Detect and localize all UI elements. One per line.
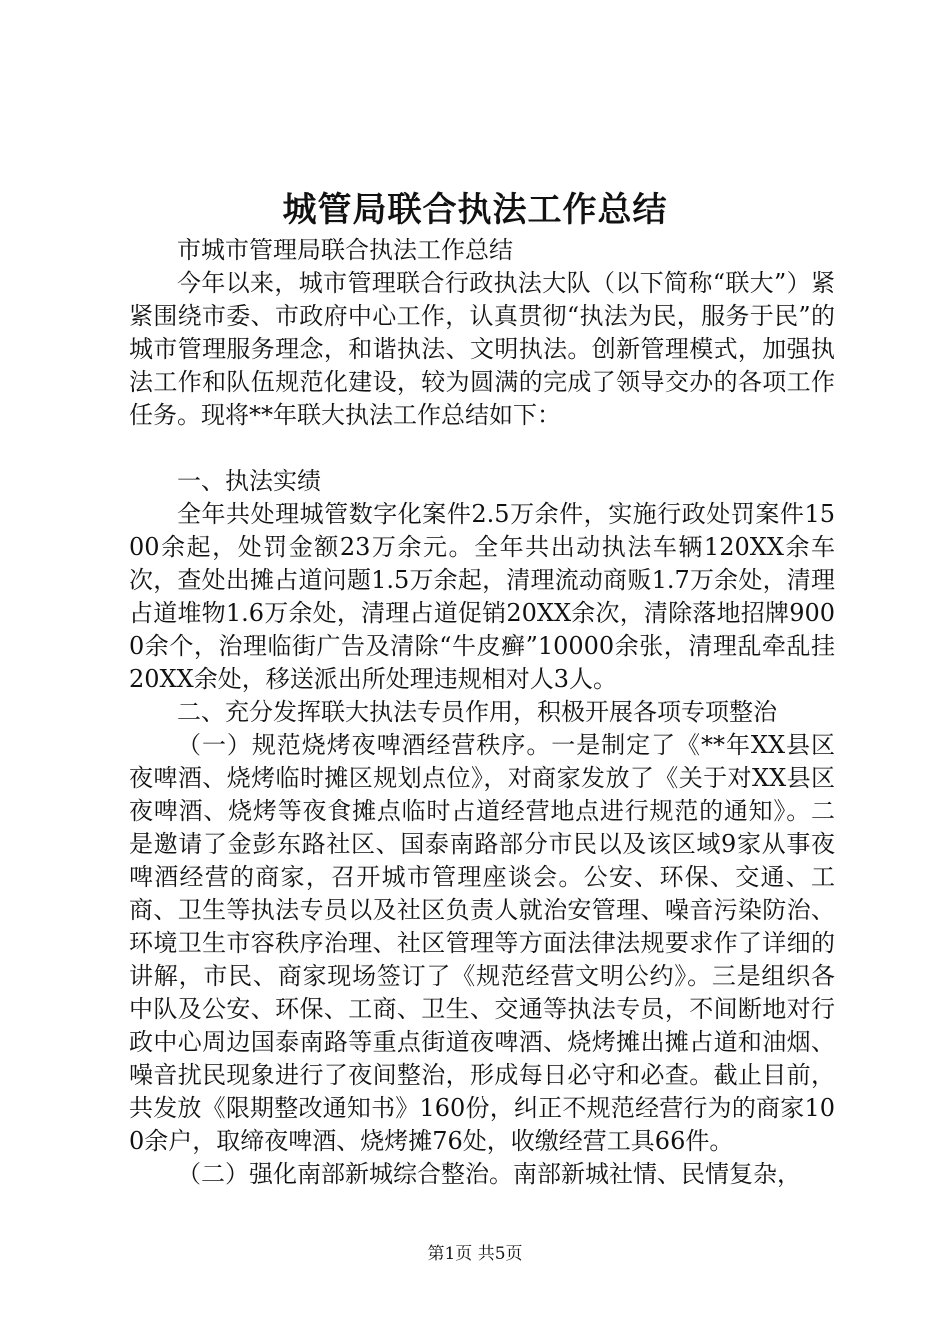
page-footer: 第1页 共5页 <box>427 1244 523 1264</box>
document-title: 城管局联合执法工作总结 <box>282 190 668 230</box>
paragraph-intro: 今年以来，城市管理联合行政执法大队（以下简称“联大”）紧紧围绕市委、市政府中心工作，认真贯彻“执法为民，服务于民”的城市管理服务理念，和谐执法、文明执法。创新管理模式，加强执法工作和队伍规范化建设，较为圆满的完成了领导交办的各项工作任务。现将**年联大执法工作总结如下： <box>129 269 835 429</box>
paragraph-subtitle: 市城市管理局联合执法工作总结 <box>177 236 513 264</box>
document-body <box>129 234 835 1191</box>
paragraph-south-district: （二）强化南部新城综合整治。南部新城社情、民情复杂， <box>177 1160 801 1188</box>
paragraph-bbq-regulation: （一）规范烧烤夜啤酒经营秩序。一是制定了《**年XX县区夜啤酒、烧烤临时摊区规划点位》，对商家发放了《关于对XX县区夜啤酒、烧烤等夜食摊点临时占道经营地点进行规范的通知》。二是邀请了金彭东路社区、国泰南路部分市民以及该区域9家从事夜啤酒经营的商家，召开城市管理座谈会。公安、环保、交通、工商、卫生等执法专员以及社区负责人就治安管理、噪音污染防治、环境卫生市容秩序治理、社区管理等方面法律法规要求作了详细的讲解，市民、商家现场签订了《规范经营文明公约》。三是组织各中队及公安、环保、工商、卫生、交通等执法专员，不间断地对行政中心周边国泰南路等重点街道夜啤酒、烧烤摊出摊占道和油烟、噪音扰民现象进行了夜间整治，形成每日必守和必查。截止目前，共发放《限期整改通知书》160份，纠正不规范经营行为的商家100余户，取缔夜啤酒、烧烤摊76处，收缴经营工具66件。 <box>129 731 835 1155</box>
paragraph-results: 全年共处理城管数字化案件2.5万余件，实施行政处罚案件1500余起，处罚金额23万余元。全年共出动执法车辆120XX余车次，查处出摊占道问题1.5万余起，清理流动商贩1.7万余处，清理占道堆物1.6万余处，清理占道促销20XX余次，清除落地招牌9000余个，治理临街广告及清除“牛皮癣”10000余张，清理乱牵乱挂20XX余处，移送派出所处理违规相对人3人。 <box>129 500 835 693</box>
blank-line <box>129 432 835 465</box>
section-heading-1: 一、执法实绩 <box>177 467 321 495</box>
section-heading-2: 二、充分发挥联大执法专员作用，积极开展各项专项整治 <box>177 698 777 726</box>
